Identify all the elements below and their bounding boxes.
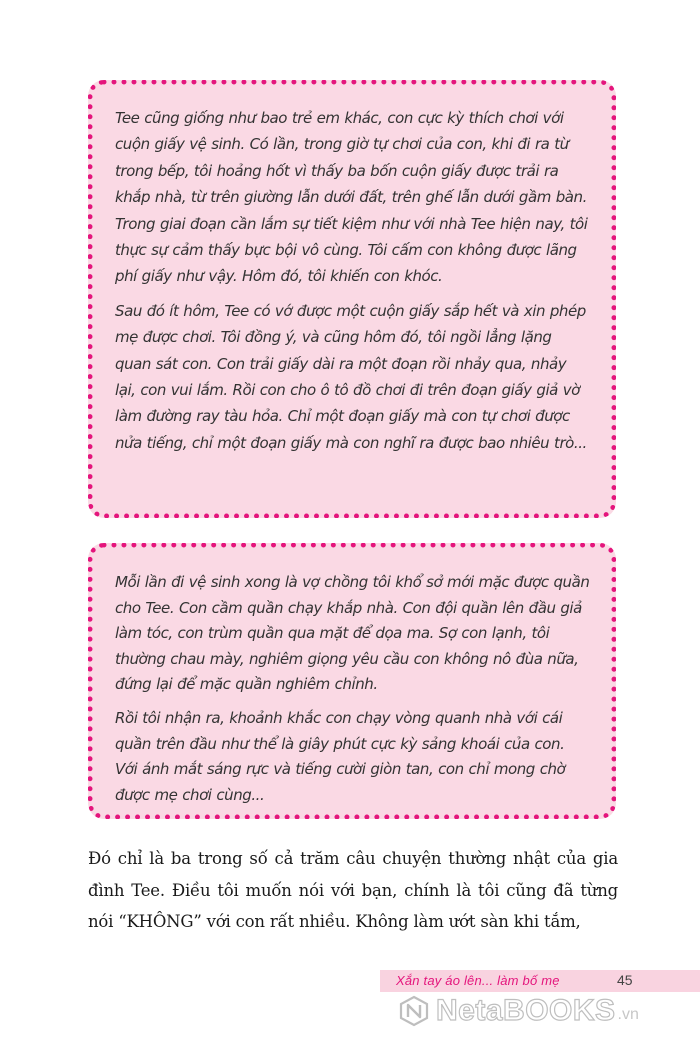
story-box-2-paragraph-2: Rồi tôi nhận ra, khoảnh khắc con chạy vòng quanh nhà với cái quần trên đầu như thể là giây phút cực kỳ sảng khoái của con. Với ánh mắt sáng rực và tiếng cười giòn tan, con chỉ mong chờ được mẹ chơi cùng... xyxy=(115,708,566,804)
story-box-2 xyxy=(88,543,616,819)
story-box-1-paragraph-2: Sau đó ít hôm, Tee có vớ được một cuộn giấy sắp hết và xin phép mẹ được chơi. Tôi đồng ý, và cũng hôm đó, tôi ngồi lẳng lặng quan sát con. Con trải giấy dài ra một đoạn rồi nhảy qua, nhảy lại, con vui lắm. Rồi con cho ô tô đồ chơi đi trên đoạn giấy giả vờ làm đường ray tàu hỏa. Chỉ một đoạn giấy mà con tự chơi được nửa tiếng, chỉ một đoạn giấy mà con nghĩ ra được bao nhiêu trò... xyxy=(115,301,587,452)
netabooks-logo-icon xyxy=(398,995,430,1027)
story-box-1-paragraph-1: Tee cũng giống như bao trẻ em khác, con cực kỳ thích chơi với cuộn giấy vệ sinh. Có lần, trong giờ tự chơi của con, khi đi ra từ trong bếp, tôi hoảng hốt vì thấy ba bốn cuộn giấy được trải ra khắp nhà, từ trên giường lẫn dưới đất, trên ghế lẫn dưới gầm bàn. Trong giai đoạn cần lắm sự tiết kiệm như với nhà Tee hiện nay, tôi thực sự cảm thấy bực bội vô cùng. Tôi cấm con không được lãng phí giấy như vậy. Hôm đó, tôi khiến con khóc. xyxy=(115,109,588,286)
watermark-text: NetaBOOKS xyxy=(436,994,616,1027)
netabooks-watermark xyxy=(398,994,639,1028)
running-title: Xắn tay áo lên... làm bố mẹ xyxy=(396,973,560,988)
story-box-1 xyxy=(88,80,616,518)
watermark-suffix: .vn xyxy=(617,1006,639,1023)
page-number: 45 xyxy=(617,972,633,988)
story-box-2-paragraph-1: Mỗi lần đi vệ sinh xong là vợ chồng tôi khổ sở mới mặc được quần cho Tee. Con cầm quần chạy khắp nhà. Con đội quần lên đầu giả làm tóc, con trùm quần qua mặt để dọa ma. Sợ con lạnh, tôi thường chau mày, nghiêm giọng yêu cầu con không nô đùa nữa, đứng lại để mặc quần nghiêm chỉnh. xyxy=(115,573,590,694)
body-paragraph: Đó chỉ là ba trong số cả trăm câu chuyện thường nhật của gia đình Tee. Điều tôi muốn nói với bạn, chính là tôi cũng đã từng nói “KHÔNG” với con rất nhiều. Không làm ướt sàn khi tắm, xyxy=(88,849,618,931)
